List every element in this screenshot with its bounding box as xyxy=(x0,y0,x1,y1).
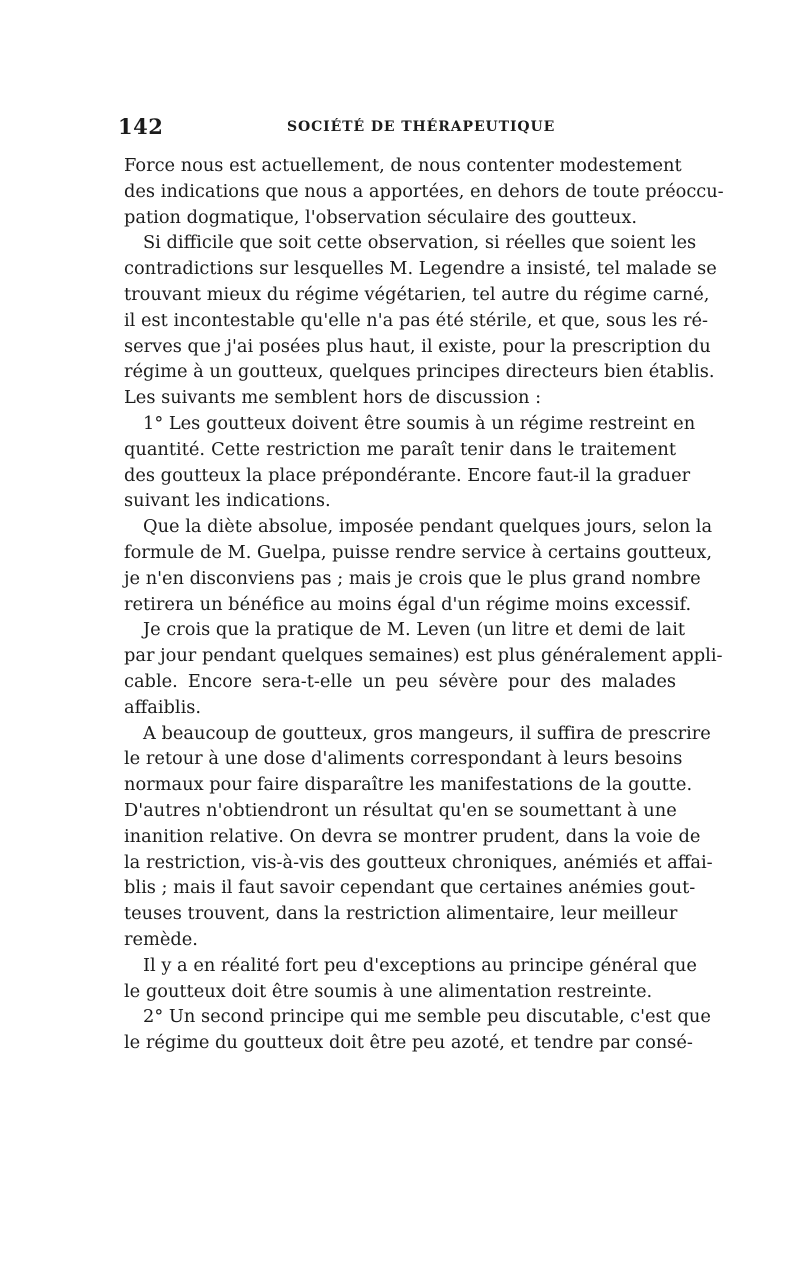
text-line: régime à un goutteux, quelques principes directeurs bien établis. xyxy=(124,361,715,383)
text-line: D'autres n'obtiendront un résultat qu'en se soumettant à une xyxy=(124,799,677,821)
text-line: la restriction, vis-à-vis des goutteux chroniques, anémiés et affai- xyxy=(124,851,713,873)
text-line: je n'en disconviens pas ; mais je crois que le plus grand nombre xyxy=(124,567,701,589)
text-line: le retour à une dose d'aliments correspondant à leurs besoins xyxy=(124,748,683,770)
text-line: blis ; mais il faut savoir cependant que certaines anémies gout- xyxy=(124,877,696,899)
text-line: remède. xyxy=(124,928,198,950)
text-line: normaux pour faire disparaître les manifestations de la goutte. xyxy=(124,774,693,796)
text-line: le régime du goutteux doit être peu azoté, et tendre par consé- xyxy=(124,1032,693,1054)
text-line: 2° Un second principe qui me semble peu discutable, c'est que xyxy=(143,1006,711,1028)
text-line: suivant les indications. xyxy=(124,490,331,512)
body-text xyxy=(124,153,724,1056)
text-line: trouvant mieux du régime végétarien, tel autre du régime carné, xyxy=(124,283,710,305)
running-head xyxy=(118,114,678,138)
text-line: 1° Les goutteux doivent être soumis à un régime restreint en xyxy=(143,412,696,434)
text-line: Que la diète absolue, imposée pendant quelques jours, selon la xyxy=(143,516,713,538)
running-title: SOCIÉTÉ DE THÉRAPEUTIQUE xyxy=(287,119,556,135)
text-line: Force nous est actuellement, de nous contenter modestement xyxy=(124,155,682,176)
text-line: Si difficile que soit cette observation, si réelles que soient les xyxy=(143,232,697,254)
text-line: quantité. Cette restriction me paraît tenir dans le traitement xyxy=(124,438,676,460)
text-line: affaiblis. xyxy=(124,696,202,718)
text-line: par jour pendant quelques semaines) est plus généralement appli- xyxy=(124,645,723,667)
text-line: pation dogmatique, l'observation séculaire des goutteux. xyxy=(124,206,638,228)
text-line: des indications que nous a apportées, en dehors de toute préoccu- xyxy=(124,180,724,202)
text-line: il est incontestable qu'elle n'a pas été stérile, et que, sous les ré- xyxy=(124,309,709,331)
text-line: teuses trouvent, dans la restriction alimentaire, leur meilleur xyxy=(124,903,678,925)
text-line: contradictions sur lesquelles M. Legendre a insisté, tel malade se xyxy=(124,258,717,280)
page-number: 142 xyxy=(118,114,164,139)
text-line: serves que j'ai posées plus haut, il existe, pour la prescription du xyxy=(124,335,711,357)
text-line: Je crois que la pratique de M. Leven (un litre et demi de lait xyxy=(143,619,686,641)
text-line: inanition relative. On devra se montrer prudent, dans la voie de xyxy=(124,825,701,847)
text-line: le goutteux doit être soumis à une alimentation restreinte. xyxy=(124,980,653,1002)
text-line: Les suivants me semblent hors de discussion : xyxy=(124,387,542,409)
text-line: A beaucoup de goutteux, gros mangeurs, il suffira de prescrire xyxy=(143,722,711,744)
text-line: des goutteux la place prépondérante. Encore faut-il la graduer xyxy=(124,464,691,486)
text-line: retirera un bénéfice au moins égal d'un régime moins excessif. xyxy=(124,593,692,615)
text-line: Il y a en réalité fort peu d'exceptions au principe général que xyxy=(143,954,697,976)
text-line: cable. Encore sera-t-elle un peu sévère pour des malades xyxy=(124,670,676,692)
text-line: formule de M. Guelpa, puisse rendre service à certains goutteux, xyxy=(124,541,713,563)
